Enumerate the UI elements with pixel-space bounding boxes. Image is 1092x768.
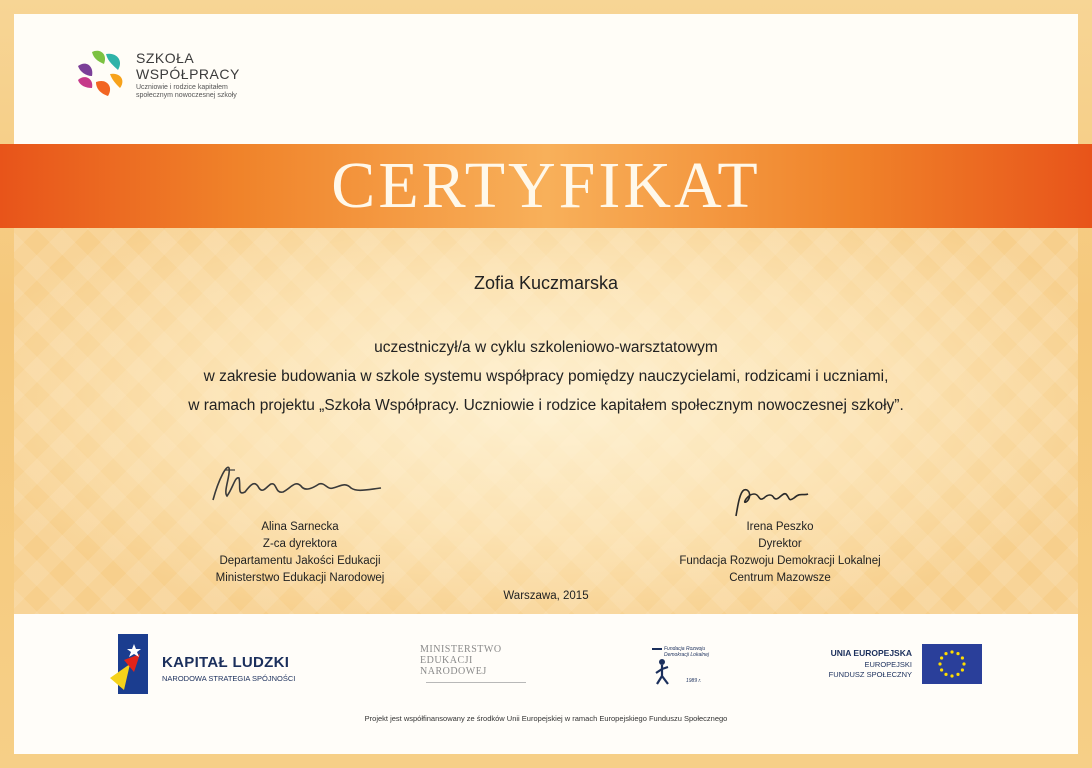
eu-flag-icon (922, 644, 982, 684)
body-line-2: w zakresie budowania w szkole systemu współpracy pomiędzy nauczycielami, rodzicami i uczniami, (203, 368, 889, 385)
men-line3: NARODOWEJ (420, 666, 487, 677)
signature-left (205, 458, 395, 508)
signatory-left-role: Z-ca dyrektora (262, 538, 338, 550)
men-logo (420, 644, 530, 688)
eu-line1: UNIA EUROPEJSKA (830, 648, 912, 658)
frdl-year: 1989 r. (686, 678, 702, 684)
signatory-left (180, 519, 420, 587)
frdl-line2: Demokracji Lokalnej (664, 652, 710, 658)
logo-name-line1: SZKOŁA (136, 50, 195, 66)
kapital-ludzki-logo (110, 634, 350, 694)
signatory-right-name: Irena Peszko (746, 521, 814, 533)
signatory-right-org: Centrum Mazowsze (729, 572, 831, 584)
eu-line3: FUNDUSZ SPOŁECZNY (828, 670, 912, 679)
eu-logo (820, 644, 990, 688)
logo-tagline-line2: społecznym nowoczesnej szkoły (136, 92, 237, 99)
certificate-title: CERTYFIKAT (331, 149, 761, 222)
frdl-line1: Fundacja Rozwoju (664, 646, 706, 652)
kapital-ludzki-title: KAPITAŁ LUDZKI (162, 654, 290, 671)
men-line2: EDUKACJI (420, 655, 473, 666)
kapital-ludzki-subtitle: NARODOWA STRATEGIA SPÓJNOŚCI (162, 674, 296, 683)
signatory-left-unit: Departamentu Jakości Edukacji (219, 555, 381, 567)
signatory-left-org: Ministerstwo Edukacji Narodowej (215, 572, 385, 584)
kapital-ludzki-icon (110, 634, 158, 694)
signatory-right-role: Dyrektor (758, 538, 802, 550)
frdl-logo (650, 642, 710, 688)
signature-right (728, 480, 818, 520)
body-line-3: w ramach projektu „Szkoła Współpracy. Uczniowie i rodzice kapitałem społecznym nowoczesnej szkoły”. (188, 397, 904, 414)
place-date: Warszawa, 2015 (503, 590, 589, 602)
logo-leaves-icon (74, 46, 130, 106)
men-rule (426, 682, 526, 683)
men-line1: MINISTERSTWO (420, 644, 502, 655)
szkola-wspolpracy-logo (74, 46, 254, 106)
eu-line2: EUROPEJSKI (864, 660, 912, 669)
logo-tagline-line1: Uczniowie i rodzice kapitałem (136, 84, 228, 91)
signatory-right (660, 519, 900, 587)
recipient-name: Zofia Kuczmarska (473, 273, 619, 293)
logo-name-line2: WSPÓŁPRACY (136, 66, 240, 82)
footer-note: Projekt jest współfinansowany ze środków Unii Europejskiej w ramach Europejskiego Funduszu Społecznego (364, 714, 728, 723)
eu-stars-icon (922, 644, 982, 684)
signatory-right-unit: Fundacja Rozwoju Demokracji Lokalnej (679, 555, 881, 567)
body-line-1: uczestniczył/a w cyklu szkoleniowo-warsztatowym (374, 339, 718, 356)
signatory-left-name: Alina Sarnecka (261, 521, 339, 533)
